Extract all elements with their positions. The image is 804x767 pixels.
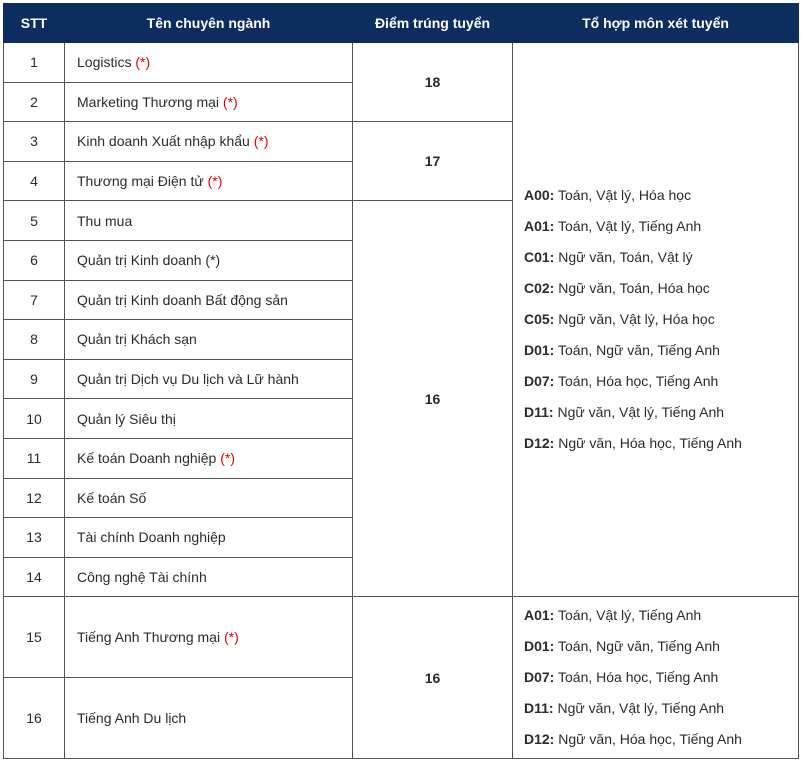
major-name: Quản trị Dịch vụ Du lịch và Lữ hành (77, 371, 299, 388)
stt-cell: 7 (4, 280, 65, 320)
major-cell (65, 399, 353, 439)
combo-line: D11: Ngữ văn, Vật lý, Tiếng Anh (524, 700, 725, 717)
major-cell (65, 201, 353, 241)
header-stt: STT (4, 4, 65, 43)
score-cell: 18 (353, 43, 513, 122)
table-row (4, 597, 799, 678)
required-mark: (*) (253, 133, 269, 150)
stt-cell: 3 (4, 122, 65, 162)
major-cell (65, 280, 353, 320)
combo-line: A01: Toán, Vật lý, Tiếng Anh (524, 607, 702, 624)
stt-cell: 2 (4, 82, 65, 122)
major-cell (65, 557, 353, 597)
combo-line: D01: Toán, Ngữ văn, Tiếng Anh (524, 638, 720, 655)
stt-cell: 14 (4, 557, 65, 597)
required-mark: (*) (207, 173, 223, 190)
stt-cell: 4 (4, 161, 65, 201)
major-cell (65, 161, 353, 201)
required-mark: (*) (135, 54, 151, 71)
combo-line: A01: Toán, Vật lý, Tiếng Anh (524, 218, 702, 235)
stt-cell: 11 (4, 438, 65, 478)
major-name: Tiếng Anh Du lịch (77, 710, 187, 727)
stt-cell: 16 (4, 678, 65, 759)
combo-line: D12: Ngữ văn, Hóa học, Tiếng Anh (524, 731, 742, 748)
header-major: Tên chuyên ngành (65, 4, 353, 43)
major-name: Quản trị Khách sạn (77, 331, 197, 348)
combo-line: C02: Ngữ văn, Toán, Hóa học (524, 280, 710, 297)
major-cell (65, 43, 353, 83)
score-cell: 16 (353, 201, 513, 597)
major-cell (65, 597, 353, 678)
combo-line: C01: Ngữ văn, Toán, Vật lý (524, 249, 693, 266)
required-mark: (*) (223, 629, 239, 646)
combo-line: D01: Toán, Ngữ văn, Tiếng Anh (524, 342, 720, 359)
major-cell (65, 478, 353, 518)
major-cell (65, 240, 353, 280)
major-cell (65, 82, 353, 122)
combo-line: A00: Toán, Vật lý, Hóa học (524, 187, 692, 204)
stt-cell: 6 (4, 240, 65, 280)
stt-cell: 8 (4, 320, 65, 360)
major-name: Kế toán Doanh nghiệp (77, 450, 217, 467)
stt-cell: 1 (4, 43, 65, 83)
stt-cell: 13 (4, 518, 65, 558)
combo-line: D12: Ngữ văn, Hóa học, Tiếng Anh (524, 435, 742, 452)
major-cell (65, 320, 353, 360)
major-name: Logistics (77, 54, 132, 71)
combo-line: D11: Ngữ văn, Vật lý, Tiếng Anh (524, 404, 725, 421)
header-combos: Tổ hợp môn xét tuyển (513, 4, 799, 43)
combo-cell-english (513, 597, 799, 759)
major-name: Quản trị Kinh doanh (*) (77, 252, 221, 269)
combo-line: C05: Ngữ văn, Vật lý, Hóa học (524, 311, 715, 328)
major-cell (65, 438, 353, 478)
major-name: Thu mua (77, 212, 133, 229)
major-cell (65, 678, 353, 759)
combo-line: D07: Toán, Hóa học, Tiếng Anh (524, 373, 719, 390)
major-name: Marketing Thương mại (77, 93, 220, 110)
major-name: Kinh doanh Xuất nhập khẩu (77, 133, 250, 150)
major-name: Kế toán Số (77, 489, 147, 506)
header-score: Điểm trúng tuyển (353, 4, 513, 43)
major-name: Thương mại Điện tử (77, 173, 204, 190)
major-name: Quản lý Siêu thị (77, 410, 176, 427)
major-name: Tài chính Doanh nghiệp (77, 529, 226, 546)
required-mark: (*) (222, 93, 238, 110)
major-name: Quản trị Kinh doanh Bất động sản (77, 291, 288, 308)
header-row (4, 4, 799, 43)
stt-cell: 5 (4, 201, 65, 241)
required-mark: (*) (220, 450, 236, 467)
major-cell (65, 122, 353, 162)
major-cell (65, 359, 353, 399)
stt-cell: 12 (4, 478, 65, 518)
table-row (4, 43, 799, 83)
major-name: Tiếng Anh Thương mại (77, 629, 221, 646)
combo-line: D07: Toán, Hóa học, Tiếng Anh (524, 669, 719, 686)
combo-cell-main (513, 43, 799, 597)
major-cell (65, 518, 353, 558)
score-cell: 17 (353, 122, 513, 201)
stt-cell: 15 (4, 597, 65, 678)
stt-cell: 9 (4, 359, 65, 399)
major-name: Công nghệ Tài chính (77, 569, 207, 586)
admission-table (3, 3, 799, 759)
score-cell: 16 (353, 597, 513, 759)
stt-cell: 10 (4, 399, 65, 439)
